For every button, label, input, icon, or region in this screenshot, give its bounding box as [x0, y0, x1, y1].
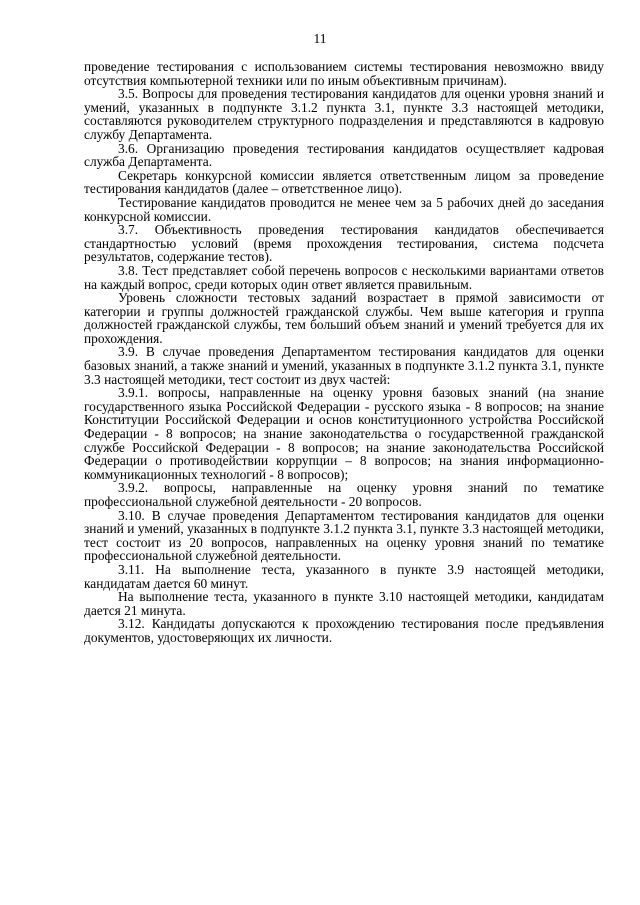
page-number: 11 — [313, 31, 327, 46]
paragraph-3-7: 3.7. Объективность проведения тестирования кандидатов обеспечивается стандартностью условий (время прохождения тестирования, система подсчета результатов, содержание тестов). — [84, 222, 604, 265]
paragraph-3-11: 3.11. На выполнение теста, указанного в пункте 3.9 настоящей методики, кандидатам дается 60 минут. — [84, 561, 604, 591]
paragraph-3-6: 3.6. Организацию проведения тестирования кандидатов осуществляет кадровая служба Департамента. — [84, 140, 604, 170]
paragraph-3-9-1: 3.9.1. вопросы, направленные на оценку уровня базовых знаний (на знание государственного языка Российской Федерации - русского языка - 8 вопросов; на знание Конституции Российской Федерации и основ конституционного устройства Российской Федерации - 8 вопросов; на знание законодательства о государственной гражданской службе Российской Федерации - 8 вопросов; на знание законодательства Российской Федерации о противодействии коррупции – 8 вопросов; на знания информационно-коммуникационных технологий - 8 вопросов); — [84, 385, 604, 482]
paragraph-continuation: проведение тестирования с использованием системы тестирования невозможно ввиду отсутствия компьютерной техники или по иным объективным причинам). — [84, 59, 604, 88]
paragraph-3-10: 3.10. В случае проведения Департаментом тестирования кандидатов для оценки знаний и умений, указанных в подпункте 3.1.2 пункта 3.1, пункте 3.3 настоящей методики, тест состоит из 20 вопросов, направленных на оценку уровня знаний по тематике профессиональной служебной деятельности. — [84, 507, 604, 564]
paragraph-3-12: 3.12. Кандидаты допускаются к прохождению тестирования после предъявления документов, удостоверяющих их личности. — [84, 616, 604, 645]
paragraph-difficulty: Уровень сложности тестовых заданий возрастает в прямой зависимости от категории и группы должностей гражданской службы. Чем выше категория и группа должностей гражданской службы, тем больший объем знаний и умений требуется для их прохождения. — [84, 290, 604, 346]
paragraph-3-9: 3.9. В случае проведения Департаментом тестирования кандидатов для оценки базовых знаний, а также знаний и умений, указанных в подпункте 3.1.2 пункта 3.1, пункте 3.3 настоящей методики, тест состоит из двух частей: — [84, 344, 604, 387]
paragraph-testing-timing: Тестирование кандидатов проводится не менее чем за 5 рабочих дней до заседания конкурсной комиссии. — [84, 194, 604, 224]
paragraph-test-3-10-time: На выполнение теста, указанного в пункте 3.10 настоящей методики, кандидатам дается 21 минута. — [84, 589, 604, 618]
paragraph-3-5: 3.5. Вопросы для проведения тестирования кандидатов для оценки уровня знаний и умений, указанных в подпункте 3.1.2 пункта 3.1, пункте 3.3 настоящей методики, составляются руководителем структурного подразделения и представляются в кадровую службу Департамента. — [84, 86, 604, 142]
paragraph-3-8: 3.8. Тест представляет собой перечень вопросов с несколькими вариантами ответов на каждый вопрос, среди которых один ответ является правильным. — [84, 262, 604, 292]
paragraph-secretary: Секретарь конкурсной комиссии является ответственным лицом за проведение тестирования кандидатов (далее – ответственное лицо). — [84, 167, 604, 197]
document-body — [84, 60, 604, 645]
paragraph-3-9-2: 3.9.2. вопросы, направленные на оценку уровня знаний по тематике профессиональной служебной деятельности - 20 вопросов. — [84, 480, 604, 509]
